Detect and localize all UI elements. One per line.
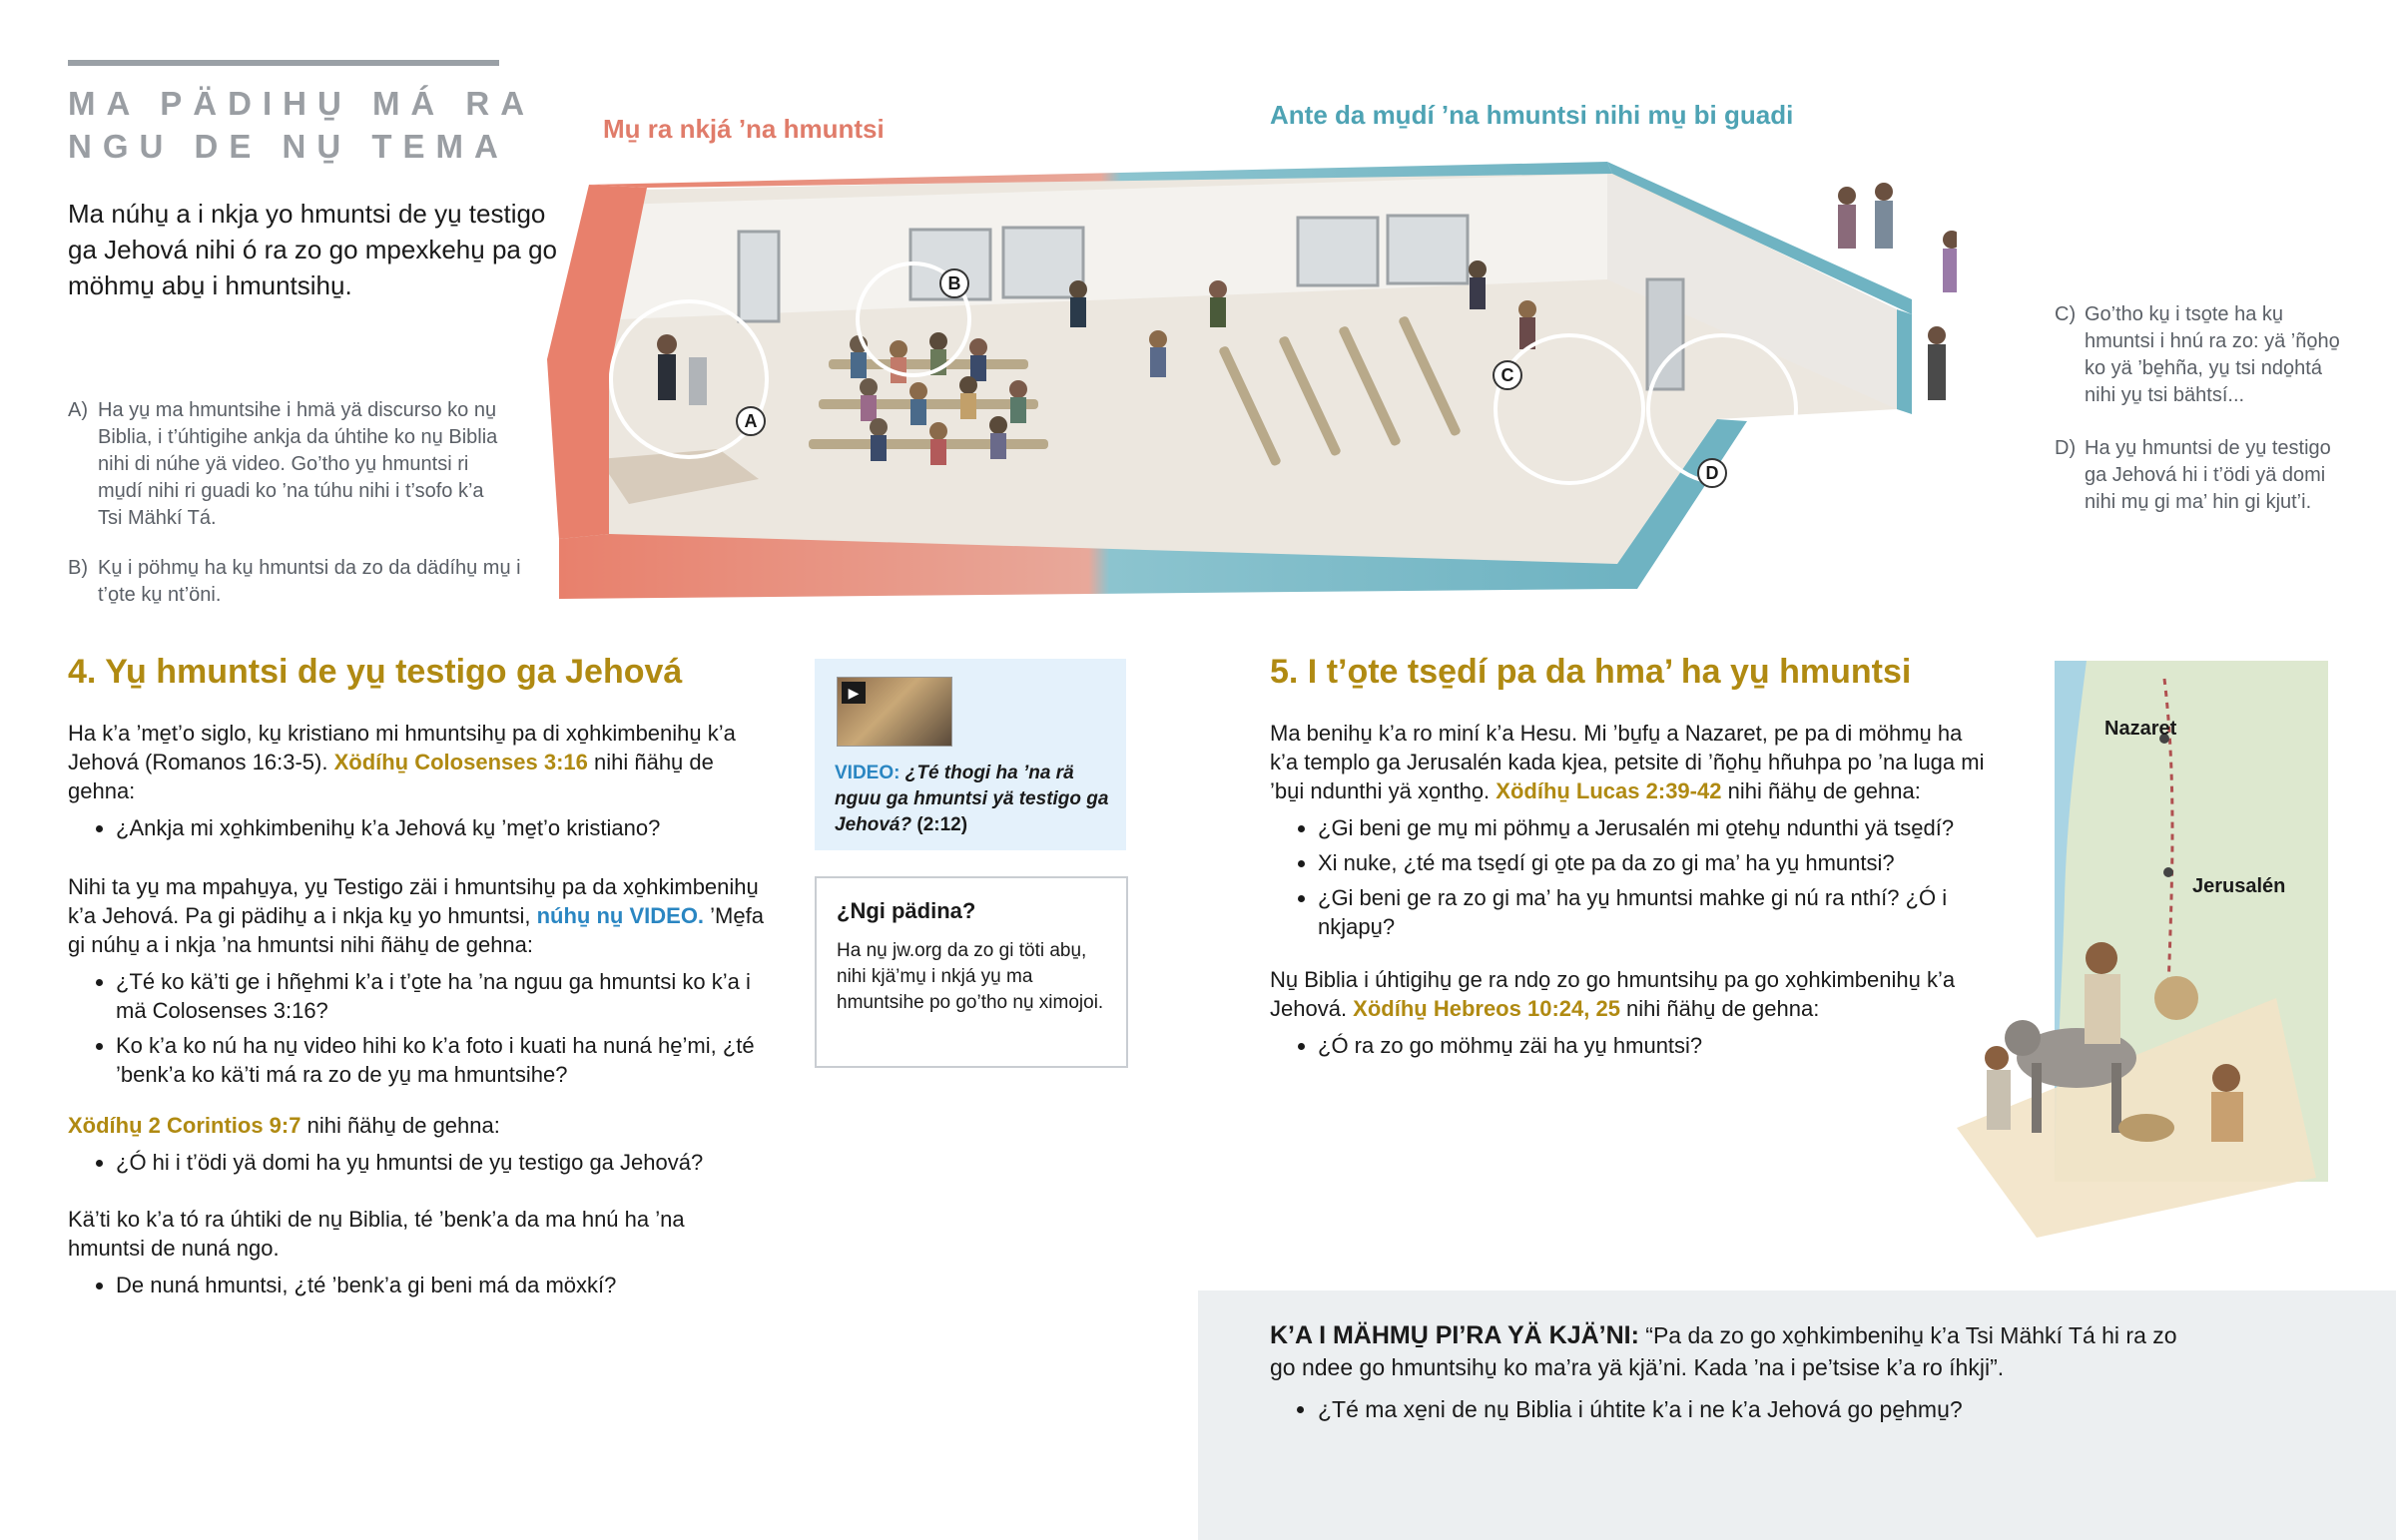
video-title: ¿Té thogi ha ’na rä nguu ga hmuntsi yä testigo ga Jehová? xyxy=(835,763,1109,835)
intro-paragraph: Ma núhu̱ a i nkja yo hmuntsi de yu̱ testigo ga Jehová nihi ó ra zo go mpexkehu̱ pa go möhmu̱ abu̱ i hmuntsihu̱. xyxy=(68,199,558,300)
question-item: • ¿Té ko kä’ti ge i hñe̱hmi k’a i t’o̱te ha ’na nguu ga hmuntsi ko k’a i mä Colosenses 3:16? xyxy=(116,967,767,1025)
section-5-questions-2 xyxy=(1270,1031,1989,1060)
section-5-p1-tail: nihi ñähu̱ de gehna: xyxy=(1721,778,1921,803)
caption-d-text: Ha yu̱ hmuntsi de yu̱ testigo ga Jehová hi i t’ödi yä domi nihi mu̱ gi ma’ hin gi kjut’i. xyxy=(2085,437,2331,513)
video-label: VIDEO: xyxy=(835,763,900,783)
marker-b-label: B xyxy=(947,273,961,293)
did-you-know-box xyxy=(815,876,1128,1068)
caption-c-text: Go’tho ku̱ i tso̱te ha ku̱ hmuntsi i hnú ra zo: yä ’ño̱ho̱ ko yä ’be̱hña, yu̱ tsi ndo̱htá nihi yu̱ tsi bähtsí... xyxy=(2085,303,2340,406)
caption-b-text: Ku̱ i pöhmu̱ ha ku̱ hmuntsi da zo da dädíhu̱ mu̱ i t’o̱te ku̱ nt’öni. xyxy=(98,557,521,606)
illustration-label-right: Ante da mu̱dí ’na hmuntsi nihi mu̱ bi guadi xyxy=(1270,100,1794,130)
marker-c xyxy=(1494,361,1521,389)
header-rule xyxy=(68,60,499,66)
section-4-p1 xyxy=(68,719,767,805)
kingdom-hall-illustration xyxy=(519,160,1957,609)
overline-heading: MA PÄDIHU̱ MÁ RA NGU DE NU̱ TEMA xyxy=(68,85,534,165)
question-item: • De nuná hmuntsi, ¿té ’benk’a gi beni má da möxkí? xyxy=(116,1271,767,1299)
summary-paragraph xyxy=(1270,1319,2188,1383)
section-4-p3-tail: nihi ñähu̱ de gehna: xyxy=(300,1113,500,1138)
summary-text: “Pa da zo go xo̱hkimbenihu̱ k’a Tsi Mähkí Tá hi ra zo go ndee go hmuntsihu̱ ko ma’ra yä kjä’ni. Kada ’na i pe’tsise k’a ro íhkji”. xyxy=(1270,1322,2177,1380)
traveler-man-head xyxy=(2086,942,2117,974)
question-item: • ¿Ó hi i t’ödi yä domi ha yu̱ hmuntsi de yu̱ testigo ga Jehová? xyxy=(116,1148,767,1177)
section-4-questions-3 xyxy=(68,1148,767,1177)
video-thumbnail[interactable] xyxy=(837,677,952,747)
marker-b xyxy=(940,269,968,297)
scripture-link-corinthians[interactable]: Xödíhu̱ 2 Corintios 9:7 xyxy=(68,1113,301,1138)
question-item: • ¿Gi beni ge mu̱ mi pöhmu̱ a Jerusalén mi o̱tehu̱ ndunthi yä tse̱dí? xyxy=(1318,813,1989,842)
video-link[interactable]: núhu̱ nu̱ VIDEO. xyxy=(536,903,705,928)
traveler-woman xyxy=(2211,1092,2243,1142)
section-4-body xyxy=(68,719,767,1305)
caption-d-key: D) xyxy=(2055,437,2077,459)
section-4-p3 xyxy=(68,1111,767,1140)
marker-d xyxy=(1698,459,1726,487)
basket xyxy=(2118,1114,2174,1142)
did-you-know-title: ¿Ngi pädina? xyxy=(837,898,976,923)
section-5-title: 5. I t’o̱te tse̱dí pa da hma’ ha yu̱ hmuntsi xyxy=(1270,653,1912,691)
video-box[interactable] xyxy=(815,659,1126,850)
child xyxy=(1987,1070,2011,1130)
caption-c-key: C) xyxy=(2055,303,2077,325)
caption-a xyxy=(68,397,507,532)
section-5-body xyxy=(1270,719,1989,1066)
question-item: • ¿Ankja mi xo̱hkimbenihu̱ k’a Jehová ku̱ ’me̱t’o kristiano? xyxy=(116,813,767,842)
did-you-know-text: Ha nu̱ jw.org da zo gi töti abu̱, nihi kjä’mu̱ i nkjá yu̱ ma hmuntsihe po go’tho nu̱ ximojoi. xyxy=(837,940,1104,1013)
scripture-link-colossians[interactable]: Xödíhu̱ Colosenses 3:16 xyxy=(333,750,588,774)
sack xyxy=(2154,976,2198,1020)
section-4-title: 4. Yu̱ hmuntsi de yu̱ testigo ga Jehová xyxy=(68,653,683,691)
question-item: • ¿Ó ra zo go möhmu̱ zäi ha yu̱ hmuntsi? xyxy=(1318,1031,1989,1060)
traveler-man xyxy=(2085,974,2120,1044)
caption-b xyxy=(68,555,537,609)
marker-c-label: C xyxy=(1500,365,1514,385)
summary-content xyxy=(1270,1319,2188,1431)
caption-a-text: Ha yu̱ ma hmuntsihe i hmä yä discurso ko nu̱ Biblia, i t’úhtigihe ankja da úhtihe ko nu̱ Biblia nihi di núhe yä video. Go’tho yu̱ hmuntsi ri mu̱dí nihi ri guadi ko ’na túhu nihi i t’sofo k’a Tsi Mähkí Tá. xyxy=(98,399,498,529)
scripture-link-hebrews[interactable]: Xödíhu̱ Hebreos 10:24, 25 xyxy=(1353,996,1620,1021)
section-5-p2-text: Nu̱ Biblia i úhtigihu̱ ge ra ndo̱ zo go hmuntsihu̱ pa go xo̱hkimbenihu̱ k’a Jehová. xyxy=(1270,967,1956,1021)
question-item: • ¿Gi beni ge ra zo gi ma’ ha yu̱ hmuntsi mahke gi nú ra nthí? ¿Ó i nkjapu̱? xyxy=(1318,883,1989,941)
caption-d xyxy=(2055,435,2354,516)
entrance-door xyxy=(1647,279,1683,389)
section-4-questions-1 xyxy=(68,813,767,842)
journey-map-illustration xyxy=(1937,659,2336,1238)
section-4-p1-text: Ha k’a ’me̱t’o siglo, ku̱ kristiano mi hmuntsihu̱ pa di xo̱hkimbenihu̱ k’a Jehová (Romanos 16:3-5). xyxy=(68,721,736,774)
map-label-jerusalem: Jerusalén xyxy=(2192,875,2286,897)
illustration-label-left: Mu̱ ra nkjá ’na hmuntsi xyxy=(603,114,885,144)
caption-a-key: A) xyxy=(68,399,88,421)
section-4-p2-text: Nihi ta yu̱ ma mpahu̱ya, yu̱ Testigo zäi i hmuntsihu̱ pa da xo̱hkimbenihu̱ k’a Jehová. Pa gi pädihu̱ a i nkja ku̱ yo hmuntsi, xyxy=(68,874,759,928)
summary-label: K’A I MÄHMU̱ PI’RA YÄ KJÄ’NI: xyxy=(1270,1321,1639,1349)
video-caption xyxy=(835,761,1114,838)
caption-b-key: B) xyxy=(68,557,88,579)
section-4-p2-tail: ’Me̱fa gi núhu̱ a i nkja ’na hmuntsi nihi ñähu̱ de gehna: xyxy=(68,903,764,957)
section-4-p1-tail: nihi ñähu̱ de gehna: xyxy=(68,750,714,803)
section-4-questions-4 xyxy=(68,1271,767,1299)
marker-d-label: D xyxy=(1705,463,1719,483)
marker-a-label: A xyxy=(744,411,758,431)
caption-c xyxy=(2055,301,2354,409)
question-item: • ¿Té ma xe̱ni de nu̱ Biblia i úhtite k’a i ne k’a Jehová go pe̱hmu̱? xyxy=(1318,1393,2188,1425)
section-5-p1 xyxy=(1270,719,1989,805)
jerusalem-dot xyxy=(2163,867,2173,877)
scripture-link-luke[interactable]: Xödíhu̱ Lucas 2:39-42 xyxy=(1496,778,1722,803)
section-5-p2 xyxy=(1270,965,1989,1023)
video-duration: (2:12) xyxy=(911,814,968,835)
play-icon[interactable]: ▶ xyxy=(842,682,866,704)
marker-a xyxy=(737,407,765,435)
section-5-p2-tail: nihi ñähu̱ de gehna: xyxy=(1619,996,1820,1021)
section-4-p4: Kä’ti ko k’a tó ra úhtiki de nu̱ Biblia, té ’benk’a da ma hnú ha ’na hmuntsi de nuná ngo. xyxy=(68,1207,685,1261)
summary-questions xyxy=(1270,1393,2188,1425)
question-item: • Ko k’a ko nú ha nu̱ video hihi ko k’a foto i kuati ha nuná he̱’mi, ¿té ’benk’a ko kä’ti má ra zo de yu̱ ma hmuntsihe? xyxy=(116,1031,767,1089)
map-label-nazareth: Nazaret xyxy=(2104,718,2177,740)
section-5-questions-1 xyxy=(1270,813,1989,941)
section-4-questions-2 xyxy=(68,967,767,1089)
section-5-p1-text: Ma benihu̱ k’a ro miní k’a Hesu. Mi ’bu̱fu̱ a Nazaret, pe pa di möhmu̱ ha k’a templo ga Jerusalén kada kjea, petsite di ’ño̱hu̱ hñuhpa po ’na luga mi ’bu̱i ndunthi yä xo̱ntho̱. xyxy=(1270,721,1985,803)
question-item: • Xi nuke, ¿té ma tse̱dí gi o̱te pa da zo gi ma’ ha yu̱ hmuntsi? xyxy=(1318,848,1989,877)
section-4-p2 xyxy=(68,872,767,959)
